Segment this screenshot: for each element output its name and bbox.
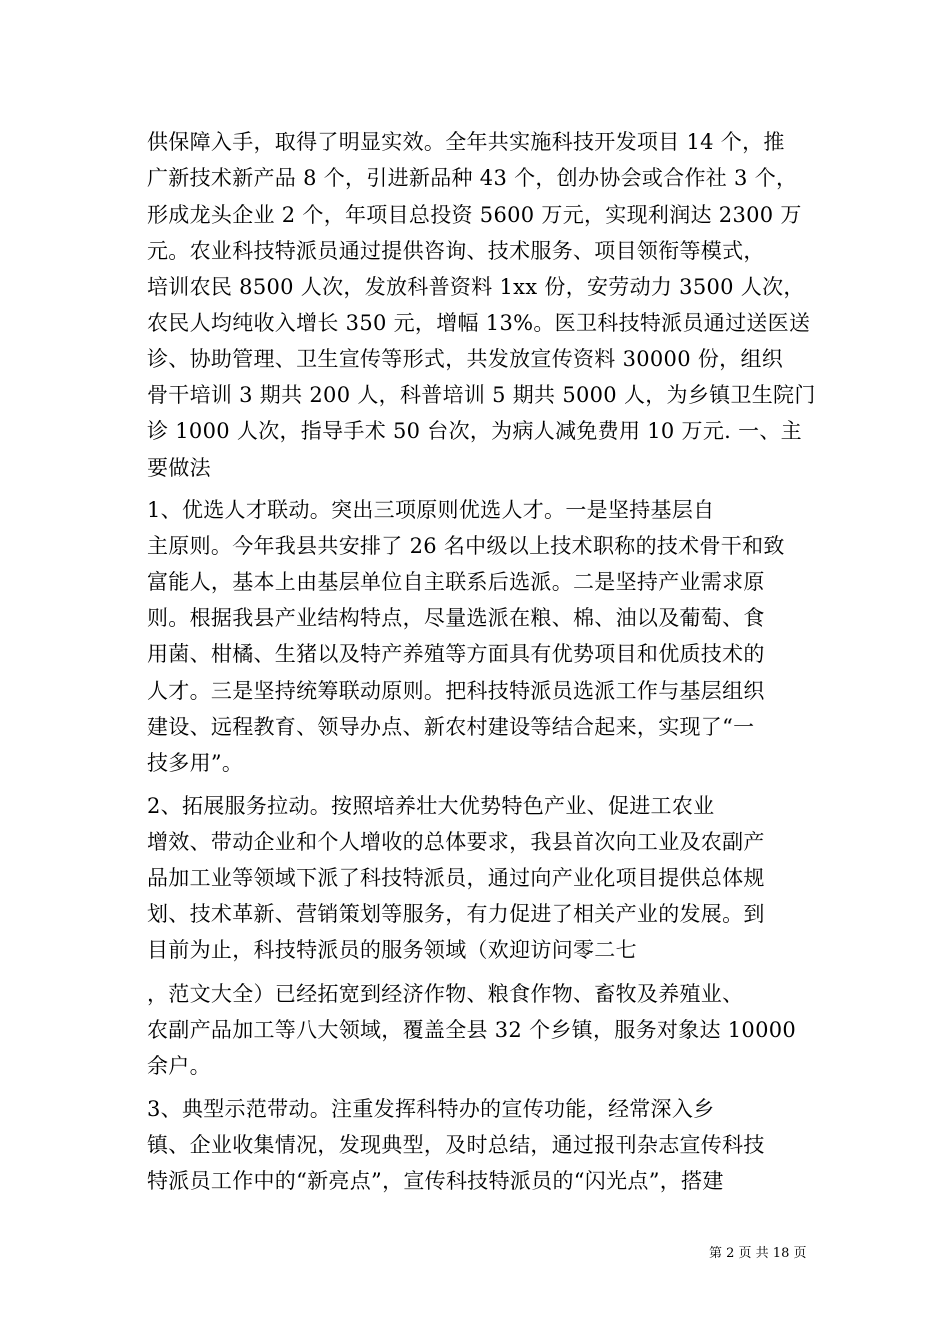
text-line: 技多用”。 — [147, 751, 244, 775]
text-line: ，范文大全）已经拓宽到经济作物、粮食作物、畜牧及养殖业、 — [147, 982, 744, 1006]
text-line: 诊 1000 人次，指导手术 50 台次，为病人减免费用 10 万元. 一、主 — [147, 419, 802, 443]
text-line: 培训农民 8500 人次，发放科普资料 1xx 份，安劳动力 3500 人次， — [147, 275, 805, 299]
text-line: 元。农业科技特派员通过提供咨询、技术服务、项目领衔等模式， — [147, 239, 765, 263]
text-line: 余户。 — [147, 1054, 211, 1078]
text-line: 特派员工作中的“新亮点”，宣传科技特派员的“闪光点”，搭建 — [147, 1169, 724, 1193]
text-line: 1、优选人才联动。突出三项原则优选人才。一是坚持基层自 — [147, 498, 715, 522]
text-line: 2、拓展服务拉动。按照培养壮大优势特色产业、促进工农业 — [147, 794, 715, 818]
text-line: 要做法 — [147, 456, 211, 480]
text-line: 3、典型示范带动。注重发挥科特办的宣传功能，经常深入乡 — [147, 1097, 715, 1121]
text-line: 富能人，基本上由基层单位自主联系后选派。二是坚持产业需求原 — [147, 570, 765, 594]
text-line: 主原则。今年我县共安排了 26 名中级以上技术职称的技术骨干和致 — [147, 534, 785, 558]
text-line: 增效、带动企业和个人增收的总体要求，我县首次向工业及农副产 — [147, 830, 765, 854]
text-line: 目前为止，科技特派员的服务领域（欢迎访问零二七 — [147, 938, 637, 962]
text-line: 建设、远程教育、领导办点、新农村建设等结合起来，实现了“一 — [147, 715, 755, 739]
text-line: 骨干培训 3 期共 200 人，科普培训 5 期共 5000 人，为乡镇卫生院门 — [147, 383, 816, 407]
text-line: 人才。三是坚持统筹联动原则。把科技特派员选派工作与基层组织 — [147, 679, 765, 703]
text-line: 品加工业等领域下派了科技特派员，通过向产业化项目提供总体规 — [147, 866, 765, 890]
text-line: 广新技术新产品 8 个，引进新品种 43 个，创办协会或合作社 3 个， — [147, 166, 798, 190]
text-line: 划、技术革新、营销策划等服务，有力促进了相关产业的发展。到 — [147, 902, 765, 926]
text-line: 农副产品加工等八大领域，覆盖全县 32 个乡镇，服务对象达 10000 — [147, 1018, 797, 1042]
text-line: 农民人均纯收入增长 350 元，增幅 13%。医卫科技特派员通过送医送 — [147, 311, 811, 335]
text-line: 形成龙头企业 2 个，年项目总投资 5600 万元，实现利润达 2300 万 — [147, 203, 802, 227]
page-number: 第 2 页 共 18 页 — [709, 1246, 807, 1261]
text-line: 供保障入手，取得了明显实效。全年共实施科技开发项目 14 个，推 — [147, 130, 785, 154]
text-line: 镇、企业收集情况，发现典型，及时总结，通过报刊杂志宣传科技 — [147, 1133, 765, 1157]
text-line: 诊、协助管理、卫生宣传等形式，共发放宣传资料 30000 份，组织 — [147, 347, 784, 371]
text-line: 则。根据我县产业结构特点，尽量选派在粮、棉、油以及葡萄、食 — [147, 606, 765, 630]
text-line: 用菌、柑橘、生猪以及特产养殖等方面具有优势项目和优质技术的 — [147, 642, 765, 666]
